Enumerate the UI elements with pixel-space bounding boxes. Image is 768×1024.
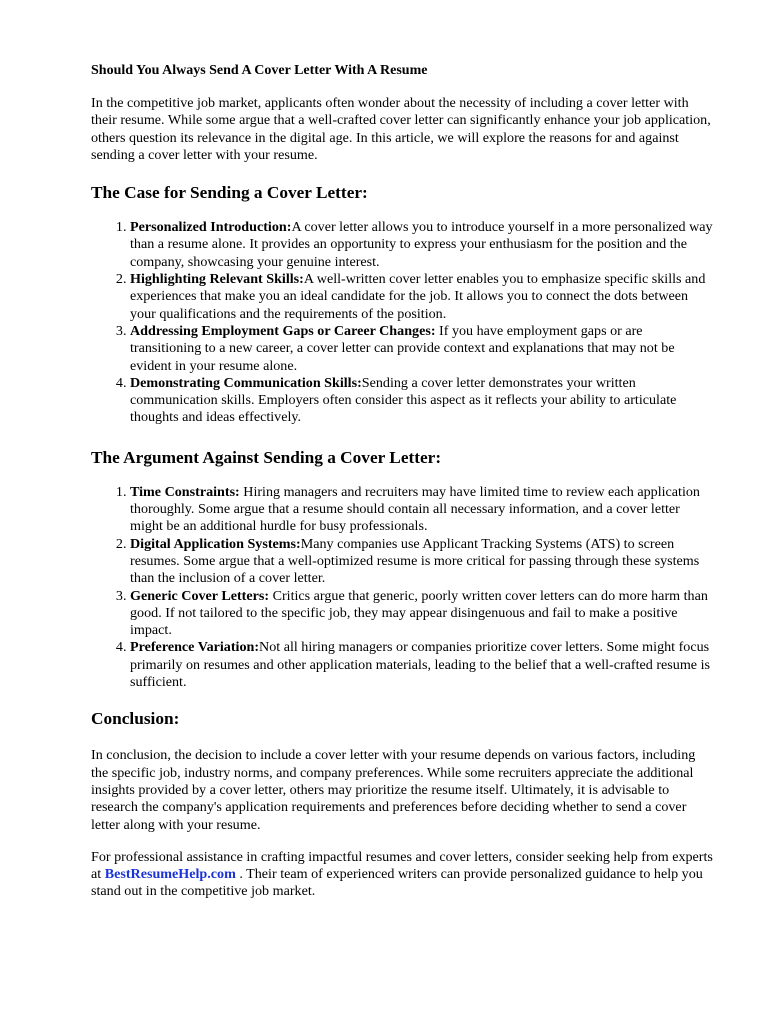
list-item-text: A well-written cover letter enables you to emphasize specific skills and experiences that make you an ideal candidate for the job. It allows you to connect the dots between your qualifications and the requirements of the position.: [130, 271, 706, 322]
list-item-text: Critics argue that generic, poorly written cover letters can do more harm than good. If not tailored to the specific job, they may appear disingenuous and fail to make a positive impact.: [130, 587, 708, 639]
closing-text-after: . Their team of experienced writers can provide personalized guidance to help you stand out in the competitive job market.: [91, 866, 703, 900]
list-item-text: Not all hiring managers or companies prioritize cover letters. Some might focus primarily on resumes and other application materials, leading to the belief that a well-crafted resume is sufficient.: [130, 639, 710, 691]
argument-against-list: [91, 484, 716, 692]
conclusion-heading: Conclusion:: [91, 709, 180, 729]
section-heading-case-for: The Case for Sending a Cover Letter:: [91, 183, 368, 203]
closing-paragraph: [91, 849, 716, 901]
list-item: [130, 219, 716, 271]
list-item-term: Digital Application Systems:: [130, 535, 301, 552]
list-item-term: Demonstrating Communication Skills:: [130, 374, 362, 391]
list-item-term: Highlighting Relevant Skills:: [130, 271, 304, 288]
intro-paragraph: In the competitive job market, applicants often wonder about the necessity of including a cover letter with their resume. While some argue that a well-crafted cover letter can significantly enhance your job application, others question its relevance in the digital age. In this article, we will explore the reasons for and against sending a cover letter with your resume.: [91, 95, 711, 163]
list-item: [130, 588, 716, 640]
list-item: [130, 536, 716, 588]
case-for-list: [91, 219, 716, 427]
list-item: [130, 639, 716, 691]
section-heading-argument-against: The Argument Against Sending a Cover Letter:: [91, 447, 442, 467]
list-item-text: Hiring managers and recruiters may have limited time to review each application thoroughly. Some argue that a resume should contain all necessary information, and a cover letter might be an additional hurdle for busy professionals.: [130, 483, 700, 535]
bestresumehelp-link[interactable]: BestResumeHelp.com: [104, 866, 236, 883]
list-item-term: Personalized Introduction:: [130, 219, 292, 236]
list-item-term: Generic Cover Letters:: [130, 587, 270, 604]
list-item-text: If you have employment gaps or are transitioning to a new career, a cover letter can provide context and explanations that may not be evident in your resume alone.: [130, 322, 675, 374]
list-item-text: Many companies use Applicant Tracking Systems (ATS) to screen resumes. Some argue that a well-optimized resume is more critical for passing through these systems than the inclusion of a cover letter.: [130, 535, 700, 587]
closing-text-before: For professional assistance in crafting impactful resumes and cover letters, consider seeking help from experts at: [91, 848, 713, 883]
list-item-text: A cover letter allows you to introduce yourself in a more personalized way than a resume alone. It provides an opportunity to express your enthusiasm for the position and the company, showcasing your genuine interest.: [130, 219, 713, 270]
list-item: [130, 271, 716, 323]
list-item: [130, 323, 716, 375]
conclusion-paragraph: In conclusion, the decision to include a cover letter with your resume depends on various factors, including the specific job, industry norms, and company preferences. While some recruiters appreciate the additional insights provided by a cover letter, others may prioritize the resume itself. Ultimately, it is advisable to research the company's application requirements and preferences before deciding whether to send a cover letter along with your resume.: [91, 747, 696, 833]
list-item-term: Addressing Employment Gaps or Career Changes:: [130, 322, 436, 339]
list-item: [130, 375, 716, 427]
document-title: Should You Always Send A Cover Letter With A Resume: [91, 63, 428, 78]
list-item-term: Preference Variation:: [130, 639, 260, 656]
list-item-term: Time Constraints:: [130, 483, 240, 500]
list-item-text: Sending a cover letter demonstrates your written communication skills. Employers often consider this aspect as it reflects your ability to articulate thoughts and ideas effectively.: [130, 374, 677, 426]
list-item: [130, 484, 716, 536]
